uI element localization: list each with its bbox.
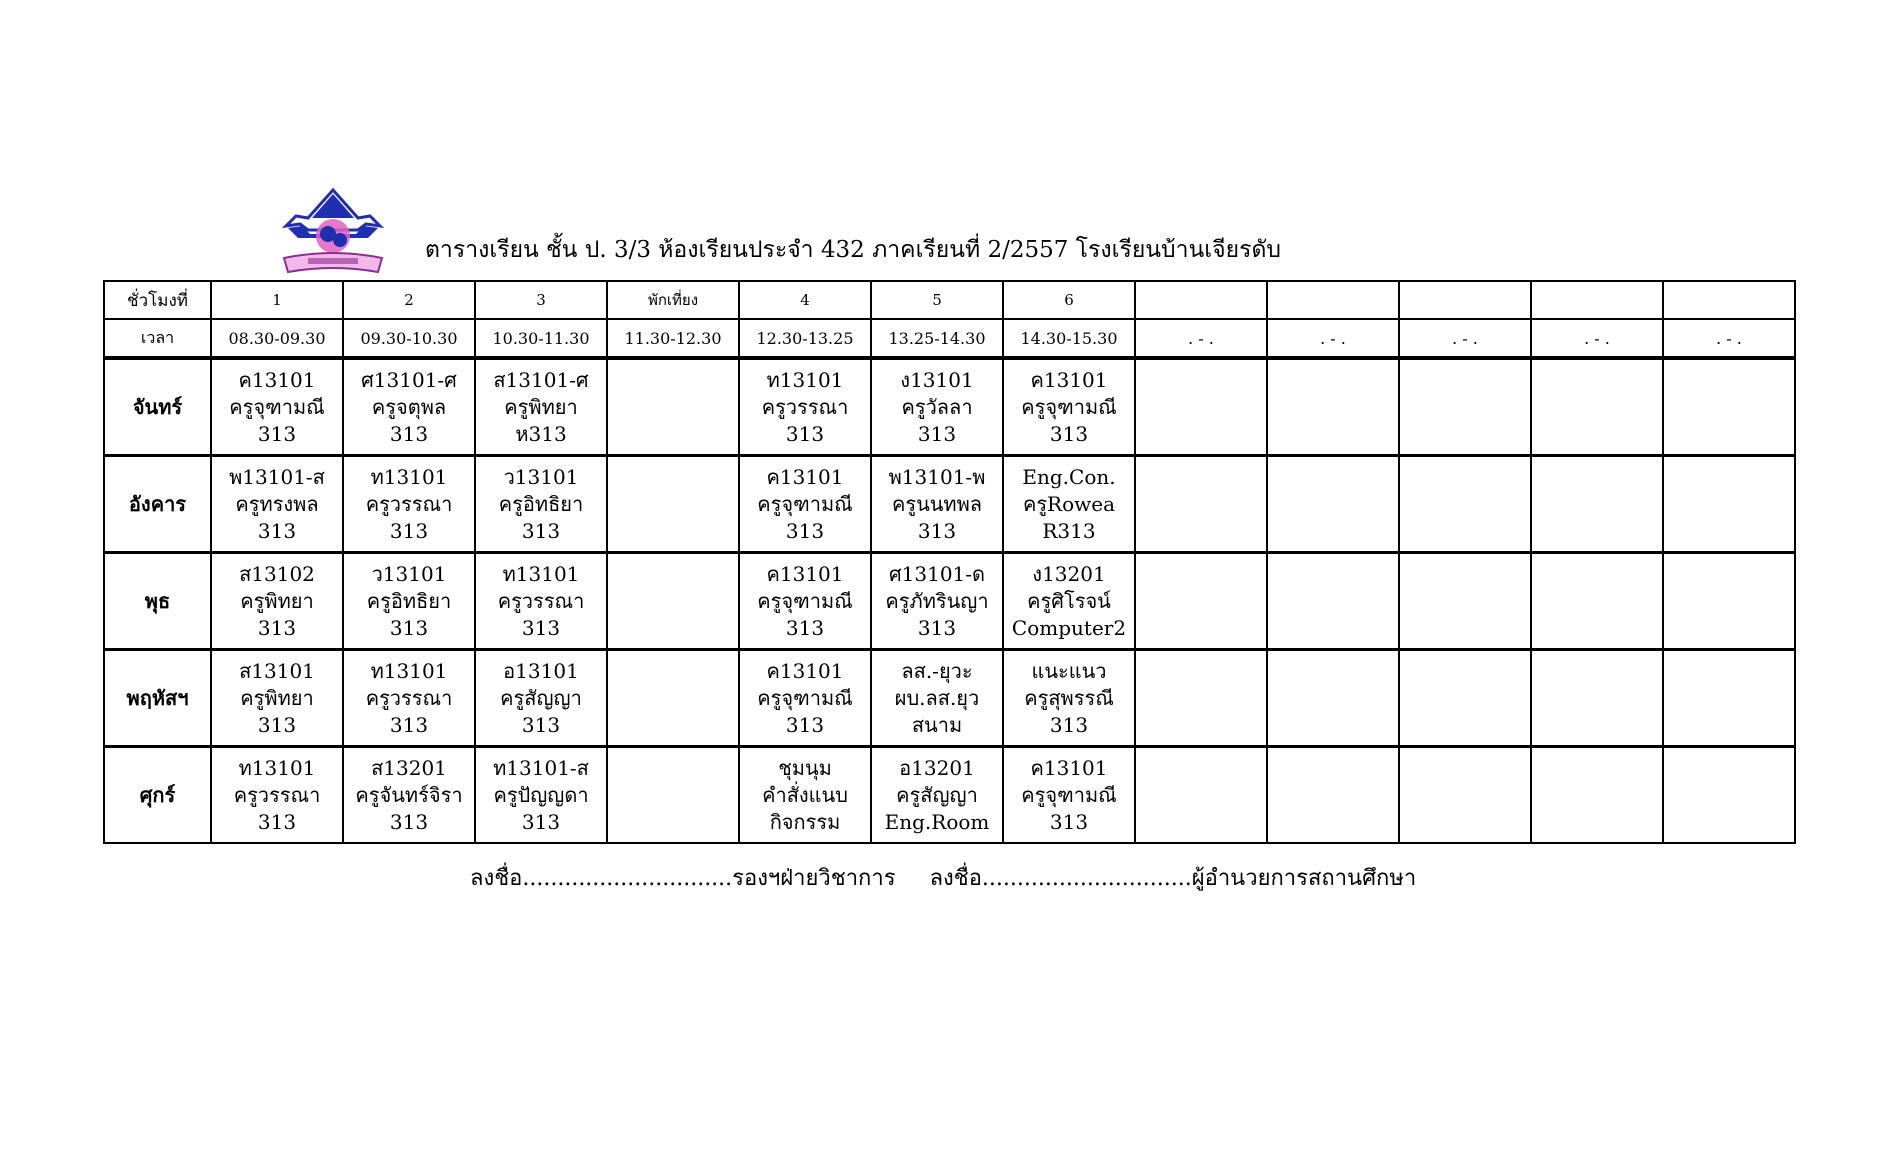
timetable-cell: [343, 747, 475, 844]
cell-subject: ท13101: [370, 464, 448, 489]
cell-teacher: [608, 685, 738, 712]
cell-subject: [1664, 561, 1794, 588]
timetable-cell: [1399, 553, 1531, 650]
time-header-cell: 13.25-14.30: [871, 319, 1003, 358]
cell-subject: ส13102: [239, 561, 315, 586]
cell-teacher: [1400, 588, 1530, 615]
cell-teacher: [608, 588, 738, 615]
cell-subject: อ13201: [899, 755, 975, 780]
timetable-cell: [1531, 456, 1663, 553]
cell-subject: [1268, 367, 1398, 394]
cell-room: [1664, 421, 1794, 448]
cell-subject: [1664, 658, 1794, 685]
cell-subject: ค13101: [238, 367, 316, 392]
timetable-cell: [475, 553, 607, 650]
timetable-cell: [1003, 553, 1135, 650]
cell-teacher: [1136, 782, 1266, 809]
cell-teacher: [1400, 491, 1530, 518]
cell-room: [1136, 615, 1266, 642]
cell-room: 313: [389, 809, 429, 834]
cell-teacher: ครูพิทยา: [240, 588, 314, 613]
timetable-cell: [1399, 650, 1531, 747]
cell-teacher: [1268, 394, 1398, 421]
cell-teacher: [1136, 685, 1266, 712]
timetable-cell: [211, 456, 343, 553]
timetable-cell: [1267, 553, 1399, 650]
cell-subject: ชุมนุม: [778, 755, 832, 780]
cell-room: 313: [257, 518, 297, 543]
cell-subject: [1532, 561, 1662, 588]
cell-room: Eng.Room: [884, 809, 990, 834]
cell-subject: ค13101: [766, 658, 844, 683]
period-header-cell: [1267, 281, 1399, 319]
cell-teacher: ครูศิโรจน์: [1027, 588, 1111, 613]
day-row: [104, 553, 1795, 650]
timetable-cell: [211, 358, 343, 456]
time-header-cell: 10.30-11.30: [475, 319, 607, 358]
cell-teacher: ครูสุพรรณี: [1024, 685, 1114, 710]
cell-room: กิจกรรม: [769, 809, 841, 834]
cell-subject: ท13101: [238, 755, 316, 780]
cell-teacher: ครูสัญญา: [896, 782, 978, 807]
timetable-cell: [211, 747, 343, 844]
cell-subject: [1532, 464, 1662, 491]
day-name: พุธ: [104, 553, 211, 650]
day-name: พฤหัสฯ: [104, 650, 211, 747]
timetable-cell: [1003, 650, 1135, 747]
cell-room: 313: [785, 712, 825, 737]
cell-teacher: [1136, 394, 1266, 421]
cell-teacher: ครูจันทร์จิรา: [355, 782, 463, 807]
cell-teacher: ครูจุฑามณี: [1021, 394, 1117, 419]
cell-teacher: [1268, 685, 1398, 712]
cell-room: 313: [389, 712, 429, 737]
timetable-cell: [475, 650, 607, 747]
timetable-cell: [343, 358, 475, 456]
cell-room: สนาม: [911, 712, 963, 737]
cell-room: [1136, 421, 1266, 448]
cell-room: [1664, 615, 1794, 642]
cell-subject: [608, 658, 738, 685]
timetable-cell: [1399, 747, 1531, 844]
timetable-cell: [1267, 456, 1399, 553]
timetable-cell: [1135, 358, 1267, 456]
timetable-cell: [475, 747, 607, 844]
cell-room: [1664, 712, 1794, 739]
timetable-cell: [1003, 456, 1135, 553]
cell-room: 313: [917, 421, 957, 446]
cell-teacher: ผบ.ลส.ยุว: [894, 685, 980, 710]
cell-room: 313: [389, 615, 429, 640]
timetable-cell: [607, 456, 739, 553]
cell-subject: ค13101: [766, 464, 844, 489]
cell-room: 313: [785, 518, 825, 543]
cell-subject: [608, 464, 738, 491]
cell-teacher: ครูจตุพล: [371, 394, 447, 419]
cell-room: 313: [917, 518, 957, 543]
cell-subject: อ13101: [503, 658, 579, 683]
timetable-cell: [1267, 358, 1399, 456]
cell-teacher: ครูพิทยา: [504, 394, 578, 419]
class-timetable: [103, 280, 1796, 844]
time-header-cell: 11.30-12.30: [607, 319, 739, 358]
cell-room: [1136, 809, 1266, 836]
cell-room: 313: [521, 712, 561, 737]
cell-subject: ศ13101-ศ: [361, 367, 457, 392]
day-name: จันทร์: [104, 358, 211, 456]
cell-teacher: [1268, 588, 1398, 615]
timetable-cell: [871, 553, 1003, 650]
cell-subject: [1268, 464, 1398, 491]
cell-subject: [1136, 464, 1266, 491]
period-header-cell: [1399, 281, 1531, 319]
timetable-cell: [1663, 553, 1795, 650]
time-header-cell: 14.30-15.30: [1003, 319, 1135, 358]
cell-room: [1268, 518, 1398, 545]
cell-room: [1268, 421, 1398, 448]
period-header-row: [104, 281, 1795, 319]
cell-subject: [1136, 561, 1266, 588]
cell-subject: ว13101: [371, 561, 447, 586]
cell-teacher: [1664, 782, 1794, 809]
cell-teacher: ครูRowea: [1022, 491, 1116, 516]
cell-subject: [1532, 367, 1662, 394]
timetable-cell: [343, 650, 475, 747]
cell-room: [608, 518, 738, 545]
timetable-cell: [211, 650, 343, 747]
cell-teacher: [1268, 491, 1398, 518]
cell-room: [608, 712, 738, 739]
cell-subject: ศ13101-ด: [888, 561, 986, 586]
cell-room: [1400, 518, 1530, 545]
cell-subject: [1400, 755, 1530, 782]
cell-room: 313: [257, 615, 297, 640]
cell-room: Computer2: [1011, 615, 1127, 640]
cell-teacher: [1664, 588, 1794, 615]
cell-teacher: [1136, 588, 1266, 615]
cell-subject: [1268, 755, 1398, 782]
time-header-cell: . - .: [1267, 319, 1399, 358]
day-row: [104, 456, 1795, 553]
cell-teacher: [1664, 491, 1794, 518]
cell-subject: [1400, 658, 1530, 685]
timetable-cell: [475, 358, 607, 456]
cell-room: [608, 421, 738, 448]
cell-teacher: ครูวรรณา: [365, 685, 453, 710]
cell-room: [1136, 518, 1266, 545]
cell-room: [1268, 712, 1398, 739]
cell-subject: ท13101: [766, 367, 844, 392]
cell-room: 313: [389, 421, 429, 446]
time-header-cell: . - .: [1663, 319, 1795, 358]
cell-room: R313: [1042, 518, 1096, 543]
time-header-cell: 08.30-09.30: [211, 319, 343, 358]
timetable-cell: [871, 358, 1003, 456]
cell-teacher: [1532, 588, 1662, 615]
cell-teacher: [1400, 394, 1530, 421]
timetable-cell: [1135, 650, 1267, 747]
cell-teacher: ครูวรรณา: [761, 394, 849, 419]
timetable-cell: [739, 456, 871, 553]
cell-room: [1664, 809, 1794, 836]
timetable-cell: [1663, 650, 1795, 747]
cell-teacher: ครูวรรณา: [365, 491, 453, 516]
cell-subject: ค13101: [766, 561, 844, 586]
cell-room: [1532, 421, 1662, 448]
period-header-cell: 5: [871, 281, 1003, 319]
cell-subject: [608, 561, 738, 588]
cell-teacher: ครูสัญญา: [500, 685, 582, 710]
cell-teacher: [1532, 394, 1662, 421]
cell-subject: แนะแนว: [1031, 658, 1107, 683]
cell-room: [1268, 615, 1398, 642]
cell-room: 313: [389, 518, 429, 543]
cell-room: [1664, 518, 1794, 545]
cell-teacher: ครูปัญญดา: [493, 782, 589, 807]
timetable-cell: [1003, 747, 1135, 844]
time-header-cell: . - .: [1135, 319, 1267, 358]
timetable-cell: [607, 650, 739, 747]
cell-subject: [1268, 561, 1398, 588]
cell-teacher: [1136, 491, 1266, 518]
cell-subject: ง13201: [1032, 561, 1106, 586]
cell-room: 313: [1049, 421, 1089, 446]
timetable-cell: [607, 553, 739, 650]
time-header-row: [104, 319, 1795, 358]
time-header-cell: . - .: [1531, 319, 1663, 358]
period-header-cell: [1663, 281, 1795, 319]
cell-teacher: ครูทรงพล: [235, 491, 319, 516]
cell-room: 313: [785, 421, 825, 446]
cell-teacher: [608, 782, 738, 809]
cell-subject: ค13101: [1030, 367, 1108, 392]
timetable-cell: [343, 553, 475, 650]
time-header-cell: . - .: [1399, 319, 1531, 358]
cell-room: [1400, 421, 1530, 448]
cell-room: [1400, 809, 1530, 836]
cell-teacher: [1532, 782, 1662, 809]
day-name: อังคาร: [104, 456, 211, 553]
timetable-cell: [1531, 747, 1663, 844]
timetable-cell: [1135, 553, 1267, 650]
cell-subject: [1400, 464, 1530, 491]
timetable-cell: [739, 553, 871, 650]
cell-room: ห313: [515, 421, 567, 446]
cell-teacher: ครูนนทพล: [891, 491, 983, 516]
cell-teacher: [608, 394, 738, 421]
cell-teacher: [1400, 685, 1530, 712]
timetable-cell: [1399, 358, 1531, 456]
timetable-cell: [1267, 650, 1399, 747]
cell-teacher: [1400, 782, 1530, 809]
day-row: [104, 747, 1795, 844]
cell-room: [608, 615, 738, 642]
cell-subject: [1136, 658, 1266, 685]
timetable-cell: [1531, 358, 1663, 456]
cell-room: [1532, 615, 1662, 642]
cell-room: 313: [521, 615, 561, 640]
cell-subject: Eng.Con.: [1022, 464, 1116, 489]
cell-teacher: ครูภัทรินญา: [885, 588, 989, 613]
timetable-cell: [1267, 747, 1399, 844]
cell-teacher: [608, 491, 738, 518]
cell-teacher: ครูจุฑามณี: [229, 394, 325, 419]
cell-subject: [1664, 367, 1794, 394]
cell-teacher: ครูอิทธิยา: [366, 588, 452, 613]
cell-room: [1400, 615, 1530, 642]
cell-teacher: ครูอิทธิยา: [498, 491, 584, 516]
cell-teacher: ครูจุฑามณี: [757, 588, 853, 613]
signature-director: ลงชื่อ..............................ผู้อำนวยการสถานศึกษา: [929, 866, 1417, 891]
cell-teacher: [1664, 394, 1794, 421]
cell-teacher: ครูวัลลา: [901, 394, 973, 419]
cell-room: 313: [257, 809, 297, 834]
cell-room: 313: [917, 615, 957, 640]
timetable-cell: [475, 456, 607, 553]
timetable-cell: [739, 650, 871, 747]
cell-subject: [1136, 367, 1266, 394]
cell-subject: ส13101-ศ: [493, 367, 589, 392]
cell-subject: ท13101-ส: [493, 755, 589, 780]
timetable-cell: [1399, 456, 1531, 553]
timetable-cell: [1531, 553, 1663, 650]
period-header-cell: 2: [343, 281, 475, 319]
cell-subject: ส13201: [371, 755, 447, 780]
period-header-cell: 6: [1003, 281, 1135, 319]
period-header-cell: 3: [475, 281, 607, 319]
timetable-cell: [343, 456, 475, 553]
time-header-cell: 12.30-13.25: [739, 319, 871, 358]
cell-room: [1532, 712, 1662, 739]
cell-subject: [1400, 561, 1530, 588]
cell-subject: [1400, 367, 1530, 394]
cell-teacher: ครูวรรณา: [233, 782, 321, 807]
cell-room: [1136, 712, 1266, 739]
cell-room: 313: [257, 421, 297, 446]
cell-teacher: [1268, 782, 1398, 809]
cell-subject: [1532, 658, 1662, 685]
cell-subject: ท13101: [502, 561, 580, 586]
cell-subject: ว13101: [503, 464, 579, 489]
school-logo-icon: [278, 186, 388, 278]
timetable-cell: [871, 456, 1003, 553]
cell-subject: [1268, 658, 1398, 685]
cell-room: 313: [785, 615, 825, 640]
cell-teacher: [1532, 491, 1662, 518]
cell-room: 313: [257, 712, 297, 737]
timetable-cell: [1663, 747, 1795, 844]
cell-subject: ท13101: [370, 658, 448, 683]
timetable-cell: [739, 358, 871, 456]
cell-teacher: ครูวรรณา: [497, 588, 585, 613]
timetable-cell: [1663, 358, 1795, 456]
cell-subject: [1532, 755, 1662, 782]
period-header-cell: 4: [739, 281, 871, 319]
cell-room: [1400, 712, 1530, 739]
timetable-cell: [1135, 747, 1267, 844]
cell-teacher: คำสั่งแนบ: [762, 782, 848, 807]
cell-subject: พ13101-พ: [888, 464, 986, 489]
cell-subject: ง13101: [900, 367, 974, 392]
timetable-cell: [607, 747, 739, 844]
day-name: ศุกร์: [104, 747, 211, 844]
cell-room: [608, 809, 738, 836]
cell-room: [1532, 518, 1662, 545]
cell-room: 313: [521, 809, 561, 834]
day-row: [104, 650, 1795, 747]
cell-teacher: [1532, 685, 1662, 712]
period-header-cell: [1531, 281, 1663, 319]
timetable-cell: [1003, 358, 1135, 456]
cell-room: 313: [521, 518, 561, 543]
cell-teacher: ครูจุฑามณี: [757, 491, 853, 516]
cell-subject: ค13101: [1030, 755, 1108, 780]
cell-subject: [1664, 464, 1794, 491]
timetable-cell: [1531, 650, 1663, 747]
timetable-cell: [871, 747, 1003, 844]
timetable-cell: [1135, 456, 1267, 553]
signature-academic-deputy: ลงชื่อ..............................รองฯฝ่ายวิชาการ: [470, 866, 896, 891]
cell-room: [1532, 809, 1662, 836]
cell-subject: [1136, 755, 1266, 782]
timetable-cell: [607, 358, 739, 456]
cell-teacher: ครูจุฑามณี: [757, 685, 853, 710]
cell-teacher: ครูจุฑามณี: [1021, 782, 1117, 807]
cell-teacher: ครูพิทยา: [240, 685, 314, 710]
cell-subject: [1664, 755, 1794, 782]
time-label: เวลา: [104, 319, 211, 358]
cell-subject: [608, 755, 738, 782]
cell-room: 313: [1049, 809, 1089, 834]
cell-subject: ลส.-ยุวะ: [901, 658, 973, 683]
time-header-cell: 09.30-10.30: [343, 319, 475, 358]
timetable-cell: [739, 747, 871, 844]
signature-line: [470, 860, 1416, 895]
cell-room: 313: [1049, 712, 1089, 737]
cell-subject: พ13101-ส: [229, 464, 325, 489]
cell-subject: ส13101: [239, 658, 315, 683]
timetable-cell: [871, 650, 1003, 747]
day-row: [104, 358, 1795, 456]
cell-teacher: [1664, 685, 1794, 712]
timetable-cell: [211, 553, 343, 650]
period-header-cell: พักเที่ยง: [607, 281, 739, 319]
cell-subject: [608, 367, 738, 394]
period-label: ชั่วโมงที่: [104, 281, 211, 319]
cell-room: [1268, 809, 1398, 836]
timetable-cell: [1663, 456, 1795, 553]
timetable-title: ตารางเรียน ชั้น ป. 3/3 ห้องเรียนประจำ 432 ภาคเรียนที่ 2/2557 โรงเรียนบ้านเจียรดับ: [425, 237, 1281, 263]
period-header-cell: [1135, 281, 1267, 319]
period-header-cell: 1: [211, 281, 343, 319]
